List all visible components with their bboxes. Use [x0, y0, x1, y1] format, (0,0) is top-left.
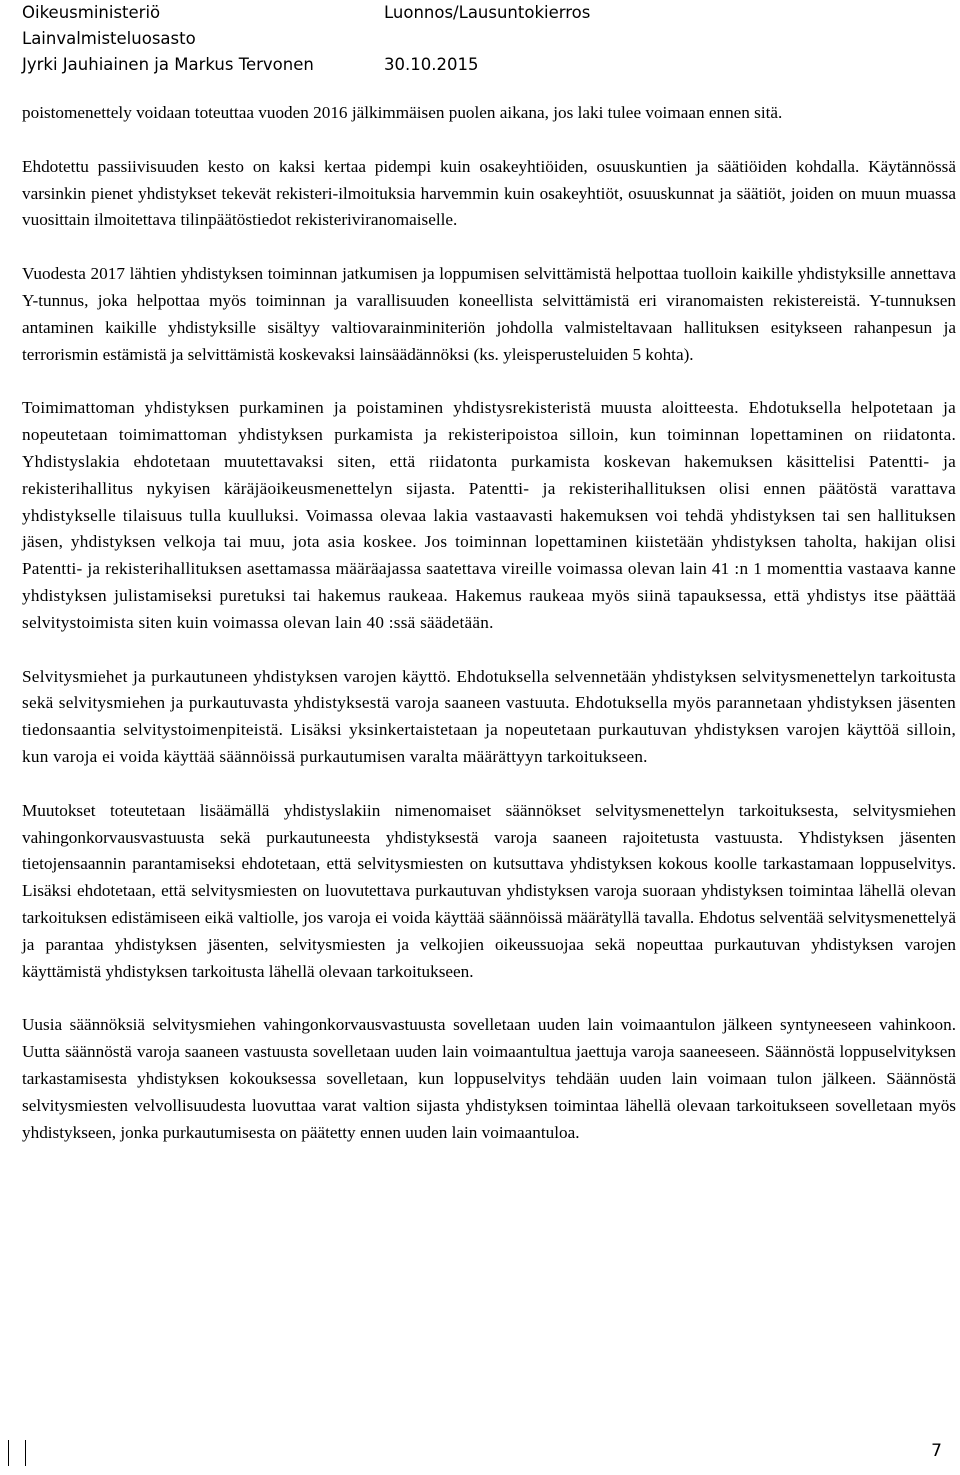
header-row-department	[22, 26, 942, 52]
page-number: 7	[931, 1441, 942, 1461]
body-paragraph: Muutokset toteutetaan lisäämällä yhdistyslakiin nimenomaiset säännökset selvitysmenettelyn tarkoituksesta, selvitysmiehen vahingonkorvausvastuusta sekä purkautuneesta yhdistyksestä varoja saaneen rajoitetusta vastuusta. Yhdistyksen jäsenten tietojensaannin parantamiseksi ehdotetaan, että selvitysmiesten on kutsuttava yhdistyksen kokous koolle tarkastamaan loppuselvitys. Lisäksi ehdotetaan, että selvitysmiesten on luovutettava purkautuvan yhdistyksen varoja suoraan yhdistyksen toimintaa lähellä olevan tarkoituksen edistämiseen eikä valtiolle, jos varoja ei voida käyttää säännöissä määrätyllä tavalla. Ehdotus selventää selvitysmenettelyä ja parantaa yhdistyksen jäsenten, selvitysmiesten ja velkojien oikeussuojaa sekä nopeuttaa purkautuvan yhdistyksen varojen käyttämistä yhdistyksen tarkoitusta lähellä olevaan tarkoitukseen.	[22, 800, 956, 981]
body-paragraph: Ehdotettu passiivisuuden kesto on kaksi kertaa pidempi kuin osakeyhtiöiden, osuuskuntien ja säätiöiden kohdalla. Käytännössä varsinkin pienet yhdistykset tekevät rekisteri-ilmoituksia harvemmin kuin osakeyhtiöt, osuuskunnat ja säätiöt, joiden on muun muassa vuosittain ilmoitettava tilinpäätöstiedot rekisteriviranomaiselle.	[22, 156, 956, 230]
document-date: 30.10.2015	[384, 55, 479, 74]
text-cursor-mark	[8, 1440, 9, 1466]
ministry-name: Oikeusministeriö	[22, 3, 161, 22]
document-status: Luonnos/Lausuntokierros	[384, 3, 591, 22]
body-paragraph: Vuodesta 2017 lähtien yhdistyksen toiminnan jatkumisen ja loppumisen selvittämistä helpottaa tuolloin kaikille yhdistyksille annettava Y-tunnus, joka helpottaa myös toiminnan ja varallisuuden koneellista selvittämistä eri viranomaisten rekistereistä. Y-tunnuksen antaminen kaikille yhdistyksille sisältyy valtiovarainminiteriön johdolla valmisteltavaan hallituksen esitykseen rahanpesun ja terrorismin estämistä ja selvittämistä koskevaksi lainsäädännöksi (ks. yleisperusteluiden 5 kohta).	[22, 264, 956, 364]
department-name: Lainvalmisteluosasto	[22, 29, 196, 48]
body-paragraph: Uusia säännöksiä selvitysmiehen vahingonkorvausvastuusta sovelletaan uuden lain voimaantulon jälkeen syntyneeseen vahinkoon. Uutta säännöstä varoja saaneen vastuusta sovelletaan uuden lain voimaantultua jaettuja varoja saaneeseen. Säännöstä loppuselvityksen tarkastamisesta yhdistyksen kokouksessa sovelletaan, kun loppuselvitys tehdään uuden lain voimaan tulon jälkeen. Säännöstä selvitysmiesten velvollisuudesta luovuttaa varat valtion sijasta yhdistyksen toimintaa lähellä olevaan tarkoitukseen sovelletaan myös yhdistykseen, jonka purkautumisesta on päätetty ennen uuden lain voimaantuloa.	[22, 1015, 956, 1142]
header-row-ministry	[22, 0, 942, 26]
body-paragraph: poistomenettely voidaan toteuttaa vuoden 2016 jälkimmäisen puolen aikana, jos laki tulee voimaan ennen sitä.	[22, 103, 783, 122]
text-cursor-mark	[25, 1440, 26, 1466]
footer-marks	[8, 1440, 26, 1466]
body-paragraph: Selvitysmiehet ja purkautuneen yhdistyksen varojen käyttö. Ehdotuksella selvennetään yhdistyksen selvitysmenettelyn tarkoitusta sekä selvitysmiehen ja purkautuvasta yhdistyksestä varoja saaneen vastuuta. Ehdotuksella myös parannetaan yhdistyksen jäsenten tiedonsaantia selvitystoimenpiteistä. Lisäksi yksinkertaistetaan ja nopeutetaan purkautuvan yhdistyksen varojen käyttöä silloin, kun varoja ei voida käyttää säännöissä purkautumisen varalta määrättyyn tarkoitukseen.	[22, 666, 956, 766]
document-body	[22, 100, 956, 1173]
authors: Jyrki Jauhiainen ja Markus Tervonen	[22, 55, 314, 74]
header-row-authors	[22, 52, 942, 78]
document-header	[22, 0, 942, 78]
body-paragraph: Toimimattoman yhdistyksen purkaminen ja poistaminen yhdistysrekisteristä muusta aloitteesta. Ehdotuksella helpotetaan ja nopeutetaan toimimattoman yhdistyksen purkamista ja rekisteripoistoa silloin, kun toiminnan lopettaminen on riidatonta. Yhdistyslakia ehdotetaan muutettavaksi siten, että riidatonta purkamista koskevan hakemuksen käsittelisi Patentti- ja rekisterihallitus nykyisen käräjäoikeusmenettelyn sijasta. Patentti- ja rekisterihallituksen olisi ennen päätöstä varattava yhdistykselle tilaisuus tulla kuulluksi. Voimassa olevaa lakia vastaavasti hakemuksen voi tehdä yhdistyksen tai sen hallituksen jäsen, yhdistyksen velkoja tai muu, jota asia koskee. Jos toiminnan lopettaminen kiistetään yhdistyksen taholta, hakijan olisi Patentti- ja rekisterihallituksen asettamassa määräajassa saatettava vireille voimassa olevan lain 41 :n 1 momenttia vastaava kanne yhdistyksen julistamiseksi puretuksi tai hakemus raukeaa. Hakemus raukeaa myös siinä tapauksessa, että yhdistys itse päättää selvitystoimista siten kuin voimassa olevan lain 40 :ssä säädetään.	[22, 398, 956, 632]
